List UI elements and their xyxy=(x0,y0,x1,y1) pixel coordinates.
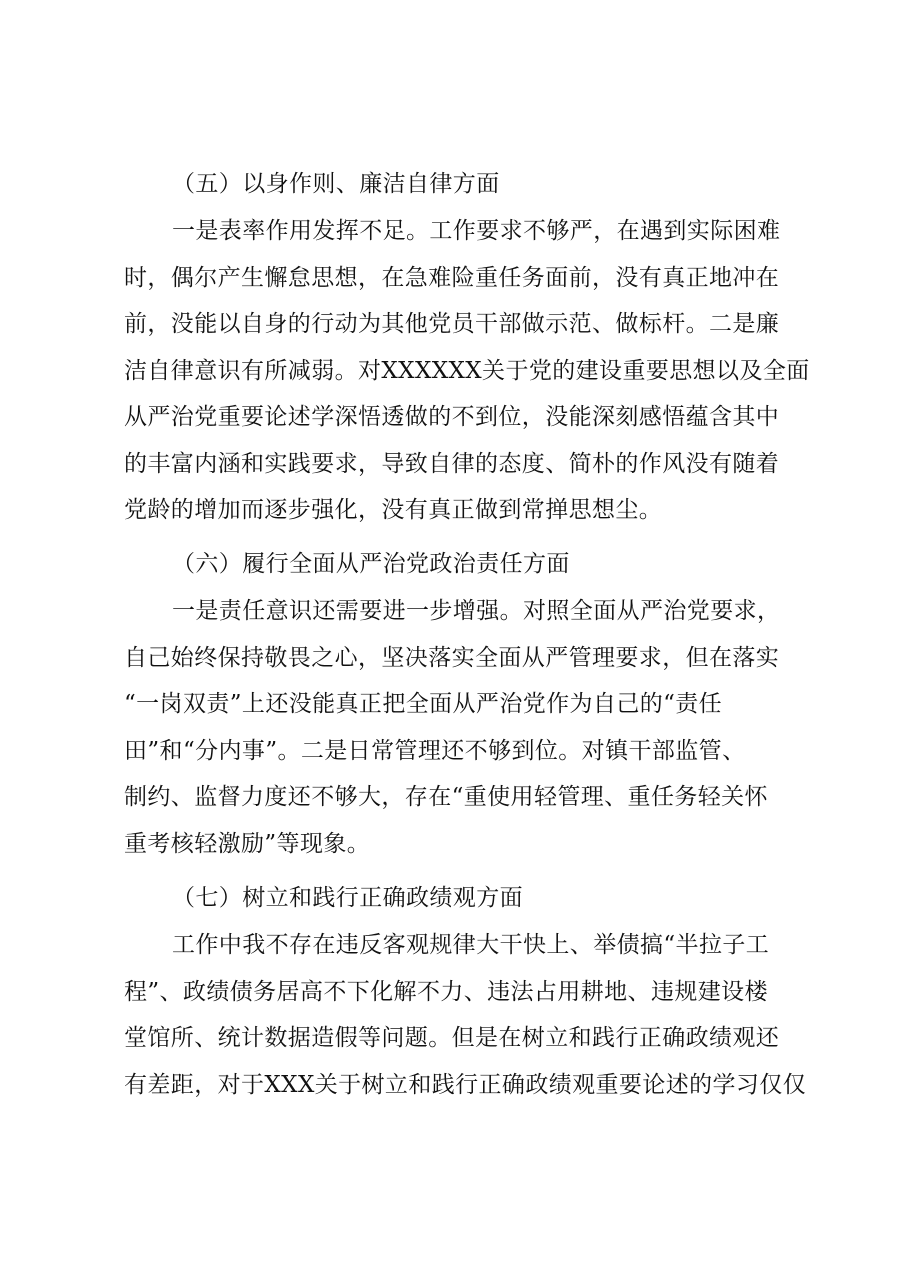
section-heading-5: （五）以身作则、廉洁自律方面 xyxy=(172,171,500,197)
paragraph-line: 工作中我不存在违反客观规律大干快上、举债搞“半拉子工 xyxy=(172,932,770,958)
paragraph-line: “一岗双责”上还没能真正把全面从严治党作为自己的“责任 xyxy=(124,691,723,717)
paragraph-line: 制约、监督力度还不够大，存在“重使用轻管理、重任务轻关怀 xyxy=(124,784,768,810)
paragraph-line: 有差距，对于XXX关于树立和践行正确政绩观重要论述的学习仅仅 xyxy=(124,1071,807,1098)
section-body-7 xyxy=(124,922,824,1108)
section-body-6 xyxy=(124,588,824,867)
paragraph-line: 党龄的增加而逐步强化，没有真正做到常掸思想尘。 xyxy=(124,497,663,523)
paragraph-line: 程”、政绩债务居高不下化解不力、违法占用耕地、违规建设楼 xyxy=(124,978,768,1005)
section-body-5 xyxy=(124,208,824,534)
paragraph-line: 的丰富内涵和实践要求，导致自律的态度、简朴的作风没有随着 xyxy=(124,450,780,477)
paragraph-line: 洁自律意识有所减弱。对XXXXXX关于党的建设重要思想以及全面 xyxy=(124,357,810,384)
section-heading-6: （六）履行全面从严治党政治责任方面 xyxy=(172,551,570,577)
section-heading-7: （七）树立和践行正确政绩观方面 xyxy=(172,885,523,911)
paragraph-line: 一是责任意识还需要进一步增强。对照全面从严治党要求， xyxy=(172,598,781,624)
paragraph-line: 自己始终保持敬畏之心，坚决落实全面从严管理要求，但在落实 xyxy=(124,644,780,671)
paragraph-line: 时，偶尔产生懈怠思想，在急难险重任务面前，没有真正地冲在 xyxy=(124,264,780,291)
paragraph-line: 田”和“分内事”。二是日常管理还不够到位。对镇干部监管、 xyxy=(124,737,746,764)
paragraph-line: 一是表率作用发挥不足。工作要求不够严，在遇到实际困难 xyxy=(172,218,781,244)
paragraph-line: 从严治党重要论述学深悟透做的不到位，没能深刻感悟蕴含其中 xyxy=(124,404,780,430)
paragraph-line: 堂馆所、统计数据造假等问题。但是在树立和践行正确政绩观还 xyxy=(124,1025,780,1051)
paragraph-line: 前，没能以自身的行动为其他党员干部做示范、做标杆。二是廉 xyxy=(124,311,780,337)
paragraph-line: 重考核轻激励”等现象。 xyxy=(124,830,371,857)
